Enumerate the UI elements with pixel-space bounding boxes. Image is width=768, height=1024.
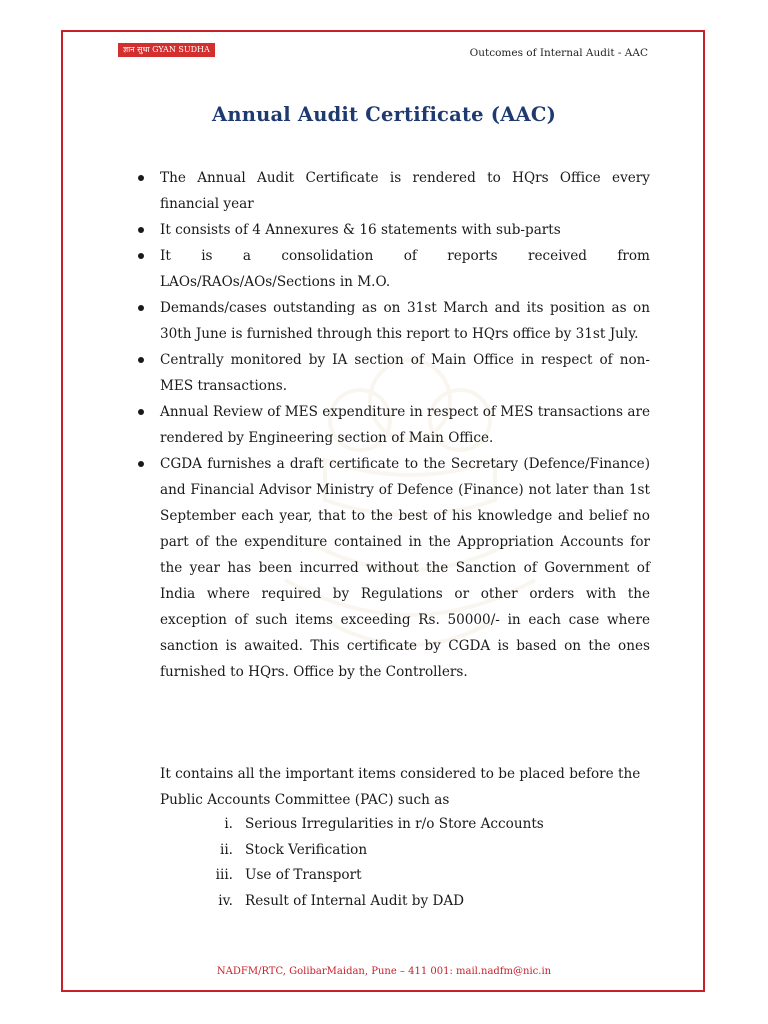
bullet-icon xyxy=(138,175,144,181)
bullet-list xyxy=(125,165,650,685)
document-title: Annual Audit Certificate (AAC) xyxy=(212,103,556,126)
bullet-word: received xyxy=(528,248,587,264)
bullet-icon xyxy=(138,253,144,259)
bullet-item xyxy=(125,347,650,399)
list-item xyxy=(160,863,620,889)
bullet-word: from xyxy=(617,248,650,264)
bullet-text: Annual Review of MES expenditure in respect of MES transactions are rendered by Engineering section of Main Office. xyxy=(160,404,650,446)
bullet-word: reports xyxy=(447,248,498,264)
bullet-text: Centrally monitored by IA section of Main Office in respect of non-MES transactions. xyxy=(160,352,650,394)
list-numeral: iii. xyxy=(215,867,233,883)
list-text: Stock Verification xyxy=(245,841,368,858)
gyan-sudha-logo: ज्ञान सुधा GYAN SUDHA xyxy=(118,43,215,57)
bullet-icon xyxy=(138,227,144,233)
bullet-word: a xyxy=(242,248,251,264)
bullet-text: Demands/cases outstanding as on 31st March and its position as on 30th June is furnished through this report to HQrs office by 31st July. xyxy=(160,300,650,342)
page-footer: NADFM/RTC, GolibarMaidan, Pune – 411 001: mail.nadfm@nic.in xyxy=(216,966,552,977)
bullet-text: CGDA furnishes a draft certificate to the Secretary (Defence/Finance) and Financial Advisor Ministry of Defence (Finance) not later than 1st September each year, that to the best of his knowledge and belief no part of the expenditure contained in the Appropriation Accounts for the year has been incurred without the Sanction of Government of India where required by Regulations or other orders with the exception of such items exceeding Rs. 50000/- in each case where sanction is awaited. This certificate by CGDA is based on the ones furnished to HQrs. Office by the Controllers. xyxy=(160,456,650,680)
bullet-icon xyxy=(138,357,144,363)
bullet-item xyxy=(125,217,650,243)
bullet-icon xyxy=(138,461,144,467)
bullet-item xyxy=(125,399,650,451)
list-item xyxy=(160,889,620,915)
list-numeral: ii. xyxy=(219,841,233,858)
list-numeral: i. xyxy=(224,816,233,832)
list-text: Result of Internal Audit by DAD xyxy=(245,892,465,909)
bullet-item xyxy=(125,243,650,295)
bullet-word: is xyxy=(201,248,213,264)
pac-paragraph: It contains all the important items considered to be placed before the Public Accounts Committee (PAC) such as xyxy=(160,766,641,808)
bullet-word: consolidation xyxy=(281,248,374,264)
bullet-item xyxy=(125,165,650,217)
bullet-icon xyxy=(138,409,144,415)
bullet-text: LAOs/RAOs/AOs/Sections in M.O. xyxy=(160,274,391,290)
running-header: Outcomes of Internal Audit - AAC xyxy=(469,47,648,59)
bullet-item xyxy=(125,451,650,685)
bullet-text: The Annual Audit Certificate is rendered to HQrs Office every financial year xyxy=(160,170,650,212)
list-item xyxy=(160,812,620,838)
list-text: Use of Transport xyxy=(245,867,362,883)
bullet-word: It xyxy=(160,248,171,264)
list-text: Serious Irregularities in r/o Store Accounts xyxy=(245,816,544,832)
bullet-icon xyxy=(138,305,144,311)
bullet-spread-line xyxy=(160,243,650,269)
bullet-word: of xyxy=(403,248,417,264)
pac-items-list xyxy=(160,812,620,914)
list-numeral: iv. xyxy=(218,892,233,909)
bullet-text: It consists of 4 Annexures & 16 statements with sub-parts xyxy=(160,222,561,238)
list-item xyxy=(160,838,620,864)
bullet-item xyxy=(125,295,650,347)
